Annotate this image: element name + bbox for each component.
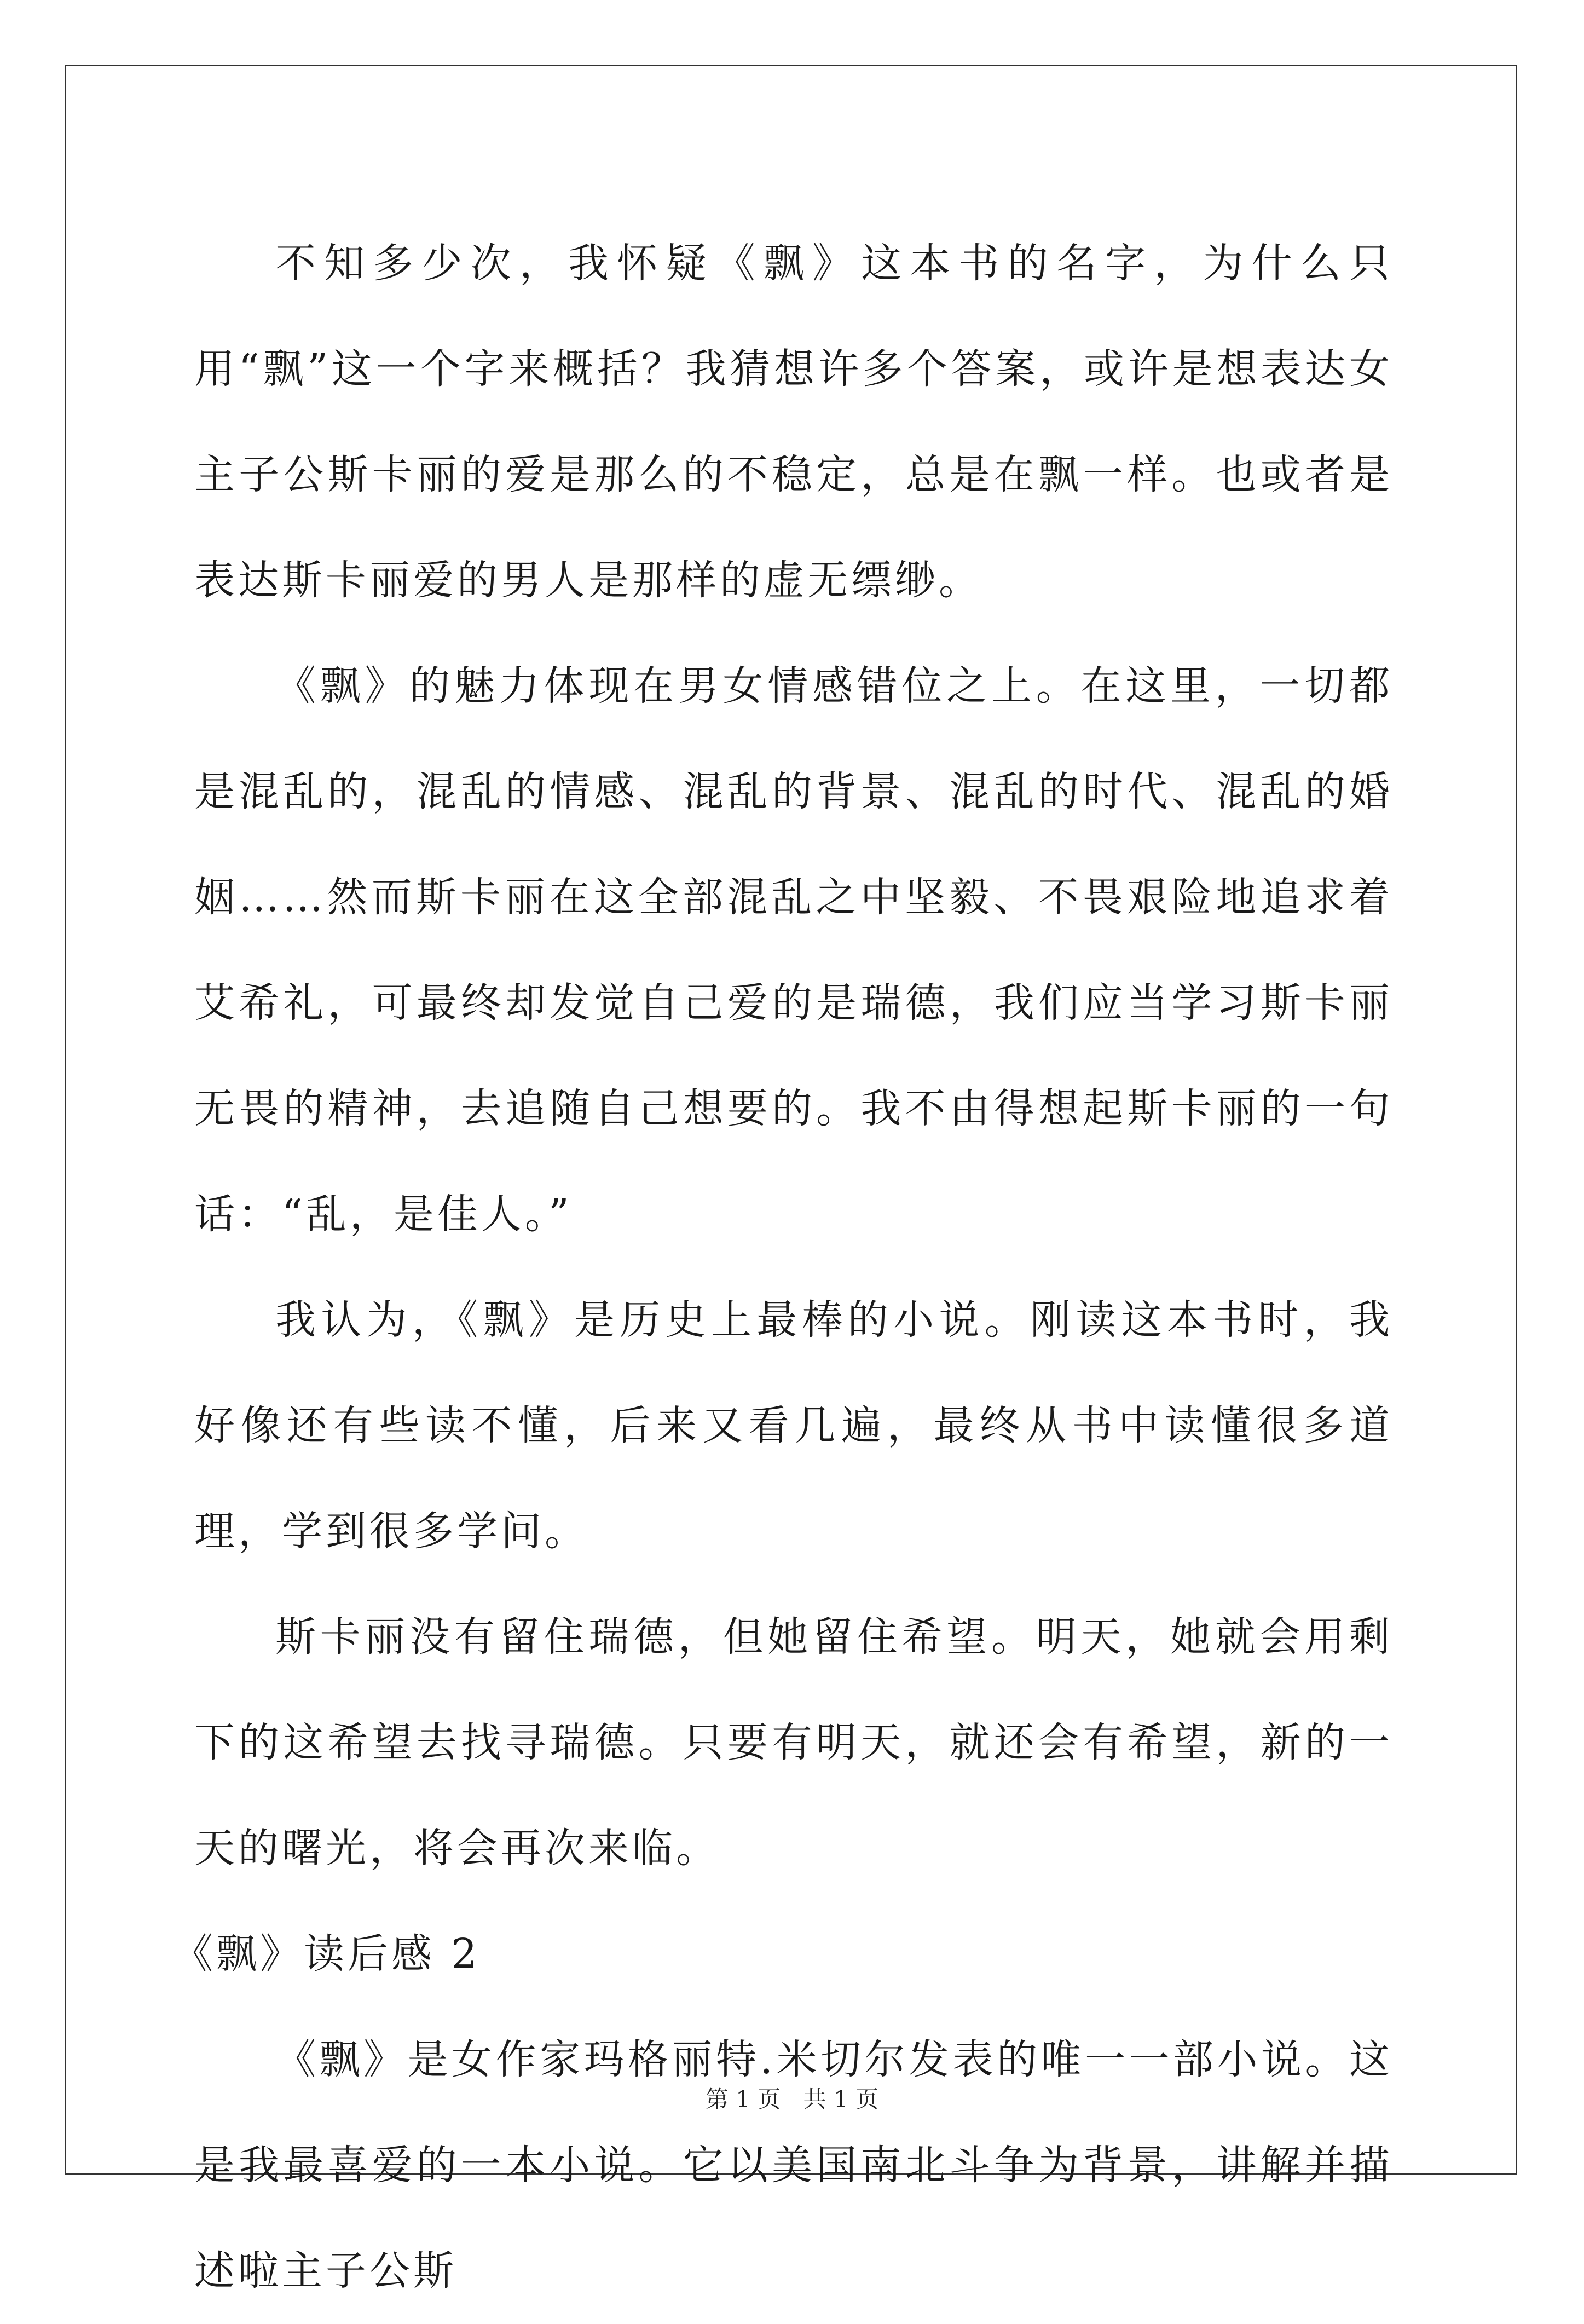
paragraph-3: 我认为，《飘》是历史上最棒的小说。刚读这本书时，我好像还有些读不懂，后来又看几遍，最终从书中读懂很多道理，学到很多学问。 [194, 1296, 1393, 1555]
page-total: 共 1 页 [803, 2086, 879, 2113]
paragraph-2: 《飘》的魅力体现在男女情感错位之上。在这里，一切都是混乱的，混乱的情感、混乱的背景、混乱的时代、混乱的婚姻……然而斯卡丽在这全部混乱之中坚毅、不畏艰险地追求着艾希礼，可最终却发觉自己爱的是瑞德，我们应当学习斯卡丽无畏的精神，去追随自己想要的。我不由得想起斯卡丽的一句话：“乱，是佳人。” [194, 662, 1393, 1238]
page-number: 第 1 页 [705, 2086, 781, 2113]
paragraph-1: 不知多少次，我怀疑《飘》这本书的名字，为什么只用“飘”这一个字来概括？我猜想许多个答案，或许是想表达女主子公斯卡丽的爱是那么的不稳定，总是在飘一样。也或者是表达斯卡丽爱的男人是那样的虚无缥缈。 [194, 240, 1393, 604]
section-heading: 《飘》读后感 2 [172, 1930, 481, 1977]
page-footer [0, 2083, 1584, 2116]
document-body [172, 211, 1393, 2324]
paragraph-4: 斯卡丽没有留住瑞德，但她留住希望。明天，她就会用剩下的这希望去找寻瑞德。只要有明天，就还会有希望，新的一天的曙光，将会再次来临。 [194, 1613, 1393, 1872]
section-paragraph-1: 《飘》是女作家玛格丽特.米切尔发表的唯一一部小说。这是我最喜爱的一本小说。它以美国南北斗争为背景，讲解并描述啦主子公斯 [194, 2036, 1393, 2294]
